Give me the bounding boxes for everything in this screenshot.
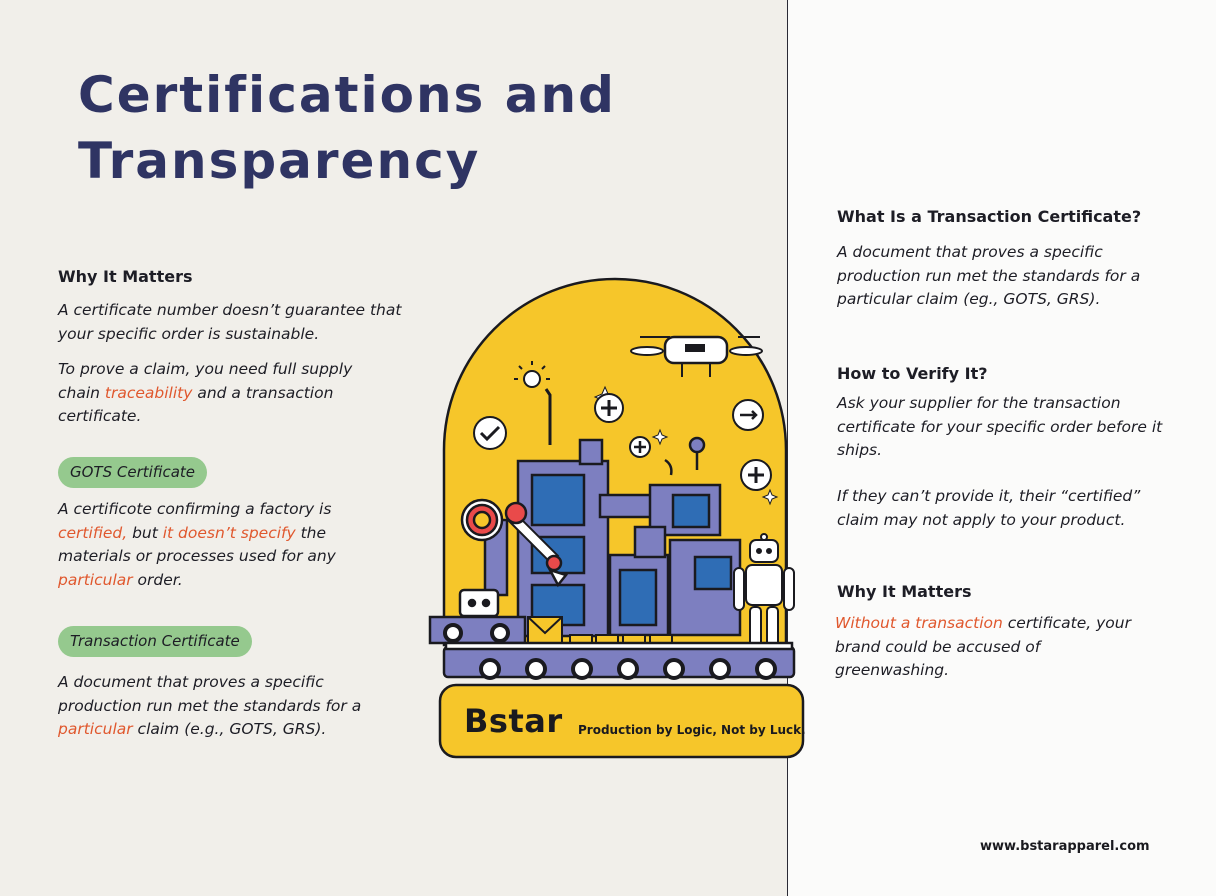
what-is-tc-heading: What Is a Transaction Certificate?	[837, 207, 1142, 226]
brand-tagline: Production by Logic, Not by Luck.	[578, 723, 806, 737]
checkmark-icon	[474, 417, 506, 449]
text-fragment: order.	[132, 570, 183, 589]
brand-logo-text: Bstar	[464, 702, 563, 740]
text-fragment: A document that proves a specific production run met the standards for a	[58, 673, 362, 715]
envelope-icon	[528, 617, 562, 645]
highlight-particular: particular	[58, 720, 133, 738]
page-title	[78, 62, 718, 194]
how-to-verify-heading: How to Verify It?	[837, 364, 988, 383]
text-fragment: To prove a claim, you need full supply chain	[58, 360, 353, 402]
website-url: www.bstarapparel.com	[980, 839, 1150, 854]
text-fragment: A certificote confirming a factory is	[58, 500, 332, 518]
gots-description	[58, 498, 378, 592]
why-matters-paragraph-1: A certificate number doesn’t guarantee that your specific order is sustainable.	[58, 301, 402, 343]
text-fragment: claim (e.g., GOTS, GRS).	[132, 720, 327, 738]
how-to-verify-paragraph-1: Ask your supplier for the transaction certificate for your specific order before it ships.	[837, 394, 1163, 459]
why-matters-right-heading: Why It Matters	[837, 582, 972, 601]
transaction-certificate-description	[58, 671, 393, 742]
highlight-without-transaction: Without a transaction	[835, 614, 1003, 632]
text-fragment: but	[127, 523, 163, 542]
highlight-particular: particular	[58, 570, 133, 589]
highlight-traceability: traceability	[104, 383, 193, 402]
highlight-doesnt-specify: it doesn’t specify	[162, 523, 296, 542]
text-fragment: certificate, your brand could be accused of greenwashing.	[835, 614, 1131, 679]
arrow-icon	[733, 400, 763, 430]
text-fragment: the materials or processes used for any	[58, 523, 336, 565]
plus-icon	[741, 460, 771, 490]
text-fragment: and a transaction certificate.	[58, 383, 334, 425]
title-line-2: Transparency	[78, 132, 481, 190]
plus-icon	[595, 394, 623, 422]
plus-icon	[630, 437, 650, 457]
factory-illustration	[420, 265, 810, 765]
title-line-1: Certifications and	[78, 66, 616, 124]
transaction-certificate-pill: Transaction Certificate	[58, 626, 252, 657]
why-matters-paragraph-2	[58, 358, 388, 429]
why-matters-heading: Why It Matters	[58, 267, 193, 286]
gots-certificate-pill: GOTS Certificate	[58, 457, 207, 488]
highlight-certified: certified,	[58, 523, 128, 542]
what-is-tc-paragraph: A document that proves a specific production run met the standards for a particular claim (eg., GOTS, GRS).	[837, 243, 1141, 308]
why-matters-right-paragraph	[835, 612, 1135, 683]
how-to-verify-paragraph-2: If they can’t provide it, their “certified” claim may not apply to your product.	[837, 487, 1141, 529]
